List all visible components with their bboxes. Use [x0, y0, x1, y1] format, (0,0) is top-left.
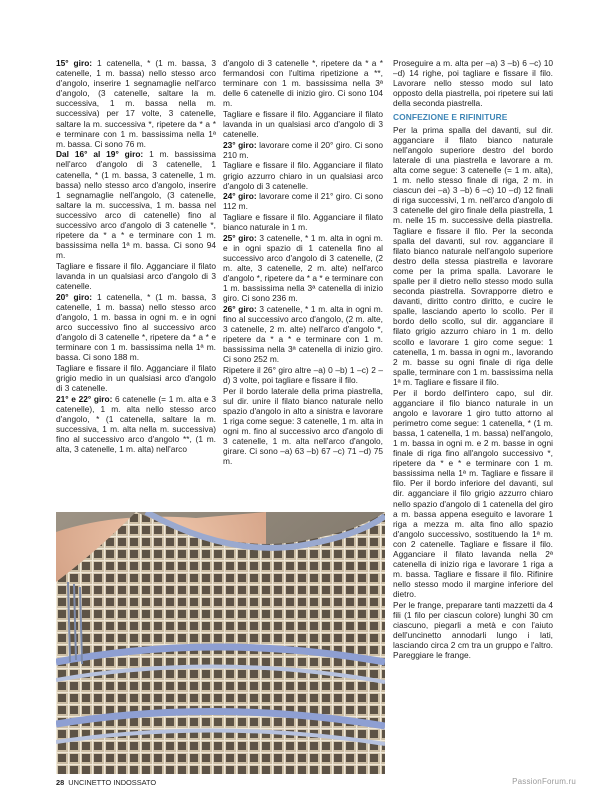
step-label: 15° giro: — [56, 58, 93, 68]
paragraph — [223, 304, 383, 365]
step-label: 26° giro: — [223, 303, 257, 314]
text-column-2 — [223, 58, 383, 467]
paragraph-text: Proseguire a m. alta per –a) 3 –b) 6 –c) 10 –d) 14 righe, poi tagliare e fissare il filo. Lavorare nello stesso modo sul lato opposto della piastrella, poi ripetere sui lati della seconda piastrella. — [393, 58, 553, 109]
step-label: 25° giro: — [223, 232, 257, 243]
paragraph-text: Tagliare e fissare il filo. Agganciare il filato grigio medio in un qualsiasi arco d'angolo di 3 catenelle. — [56, 362, 216, 393]
step-label: 21° e 22° giro: — [56, 393, 113, 404]
paragraph — [56, 363, 216, 393]
paragraph — [56, 394, 216, 455]
paragraph — [223, 212, 383, 232]
paragraph-text: Tagliare e fissare il filo. Agganciare il filato bianco naturale in 1 m. — [223, 211, 383, 232]
crochet-top-photo — [56, 512, 385, 774]
paragraph — [223, 365, 383, 385]
paragraph-text: Per le frange, preparare tanti mazzetti da 4 fili (1 filo per ciascun colore) lunghi 30 cm ciascuno, piegarli a metà e con l'aiuto dell'uncinetto annodarli lungo i lati, lasciando circa 2 cm tra un gruppo e l'altro. Pareggiare le frange. — [393, 599, 553, 661]
watermark: PassionForum.ru — [512, 777, 576, 786]
paragraph-text: Tagliare e fissare il filo. Agganciare il filato lavanda in un qualsiasi arco d'angolo di 3 catenelle. — [56, 260, 216, 292]
text-column-1 — [56, 58, 216, 455]
paragraph — [223, 160, 383, 190]
crochet-photo-illustration — [56, 512, 385, 774]
page-footer — [56, 778, 156, 787]
paragraph-text: 3 catenelle, * 1 m. alta in ogni m. e in ogni spazio di 1 catenella fino al successivo arco d'angolo di 3 catenelle, (2 m. alte, 3 catenelle, 2 m. alte) nell'arco d'angolo *, ripetere da * a * e terminare con 1 m. bassissima nella 3ª catenella di inizio giro. Ci sono 236 m. — [223, 232, 383, 304]
paragraph — [223, 109, 383, 139]
section-heading: CONFEZIONE E RIFINITURE — [393, 112, 508, 123]
magazine-name: UNCINETTO INDOSSATO — [68, 778, 157, 787]
paragraph — [393, 388, 553, 600]
paragraph-text: 1 catenella, * (1 m. bassa, 3 catenelle, 1 m. bassa) nello stesso arco d'angolo, 1 m. bassa in ogni m. e in ogni arco successivo fino al successivo arco d'angolo di 3 catenelle *, ripetere da * a * e terminare con 1 m. bassissima nella 1ª m. bassa. Ci sono 188 m. — [56, 291, 216, 363]
page-number: 28 — [56, 778, 65, 787]
paragraph-text: Per il bordo dell'intero capo, sul dir. agganciare il filo bianco naturale in un angolo e lavorare 1 giro tutto attorno al perimetro come segue: 1 catenella, * (1 m. bassa, 1 catenella, 1 m. bassa) nell'angolo, 1 m. bassa in ogni m. e 2 m. basse in ogni finale di riga fino all'angolo successivo *, ripetere da * e * e terminare con 1 m. bassissima nella 1ª m. Tagliare e fissare il filo. Per il bordo inferiore del davanti, sul dir. agganciare il filo grigio azzurro chiaro nello spazio d'angolo di 1 catenella del giro a m. bassa appena eseguito e lavorare 1 riga a mezza m. alta fino allo spazio d'angolo successivo, sostituendo la 1ª m. con 2 catenelle. Tagliare e fissare il filo. Agganciare il filato lavanda nella 2ª catenella di inizio riga e lavorare 1 riga a m. bassa. Tagliare e fissare il filo. Rifinire nello stesso modo il margine inferiore del dietro. — [393, 387, 553, 600]
paragraph — [56, 292, 216, 363]
paragraph — [223, 386, 383, 467]
step-label: 20° giro: — [56, 291, 93, 302]
paragraph — [223, 58, 383, 108]
paragraph-text: 6 catenelle (= 1 m. alta e 3 catenelle), 1 m. alta nello stesso arco d'angolo, * (1 catenella, saltare la m. successiva, 1 m. alta nella m. successiva) fino al successivo arco d'angolo **, (1 m. alta, 3 catenelle, 1 m. alta) nell'arco — [56, 393, 216, 455]
paragraph — [223, 140, 383, 160]
paragraph — [393, 125, 553, 387]
paragraph — [223, 233, 383, 304]
paragraph — [393, 600, 553, 661]
paragraph-text: lavorare come il 20° giro. Ci sono 210 m. — [223, 139, 383, 160]
paragraph-text: 3 catenelle, * 1 m. alta in ogni m. fino al successivo arco d'angolo, (2 m. alte, 3 catenelle, 2 m. alte) nell'arco d'angolo *, ripetere da * a * e terminare con 1 m. bassissima nella 3ª catenella di inizio giro. Ci sono 252 m. — [223, 303, 383, 365]
paragraph — [56, 149, 216, 260]
paragraph-text: Tagliare e fissare il filo. Agganciare il filato lavanda in un qualsiasi arco d'angolo di 3 catenelle. — [223, 108, 383, 140]
paragraph-text: lavorare come il 21° giro. Ci sono 112 m. — [223, 191, 383, 212]
step-label: 24° giro: — [223, 191, 257, 202]
step-label: Dal 16° al 19° giro: — [56, 149, 144, 160]
paragraph-text: d'angolo di 3 catenelle *, ripetere da * a * fermandosi con l'ultima ripetizione a **, terminare con 1 m. bassissima nella 3ª delle 6 catenelle di inizio giro. Ci sono 104 m. — [223, 58, 383, 109]
paragraph-text: Ripetere il 26° giro altre –a) 0 –b) 1 –c) 2 –d) 3 volte, poi tagliare e fissare il filo. — [223, 364, 383, 385]
text-column-3 — [393, 58, 553, 661]
paragraph — [223, 191, 383, 211]
step-label: 23° giro: — [223, 139, 257, 150]
paragraph — [56, 58, 216, 149]
paragraph-text: 1 catenella, * (1 m. bassa, 3 catenelle, 1 m. bassa) nello stesso arco d'angolo, inserire 1 segnamaglie nell'arco d'angolo, (3 catenelle, saltare la m. successiva, 1 m. bassa nella m. successiva) per 17 volte, 3 catenelle, saltare la m. successiva *, ripetere da * a * e terminare con 1 m. bassissima nella 1ª m. bassa. Ci sono 76 m. — [56, 58, 216, 149]
paragraph — [393, 58, 553, 108]
paragraph-text: 1 m. bassissima nell'arco d'angolo di 3 catenelle, 1 catenella, * (1 m. bassa, 3 catenelle, 1 m. bassa) nello stesso arco d'angolo, inserire 1 segnamaglie nell'angolo, (3 catenelle, saltare la m. successiva, 1 m. bassa nel successivo arco di catenelle) fino al successivo arco d'angolo di 3 catenelle *, ripetere da * a * e terminare con 1 m. bassissima nella 1ª m. bassa. Ci sono 94 m. — [56, 149, 216, 261]
paragraph-text: Per la prima spalla del davanti, sul dir. agganciare il filato bianco naturale nell'angolo superiore destro del bordo laterale di una piastrella e lavorare a m. alta come segue: 3 catenelle (= 1 m. alta), 1 m. nello stesso finale di riga, 2 m. in ciascun dei –a) 3 –b) 6 –c) 10 –d) 12 finali di riga successivi, 1 m. nell'arco d'angolo di 3 catenelle del giro finale della piastrella, 1 m. nelle 15 m. successive della piastrella. Tagliare e fissare il filo. Per la seconda spalla del davanti, sul rov. agganciare il filato bianco naturale nell'angolo superiore destro della stessa piastrella e lavorare come per la prima spalla. Lavorare le spalle per il dietro nello stesso modo sulla seconda piastrella. Sovrapporre dietro e davanti, diritto contro diritto, e cucire le spalle, lasciando aperto lo scollo. Per il bordo dello scollo, sul dir. agganciare il filato grigio azzurro chiaro in 1 m. dello scollo e lavorare 1 giro come segue: 1 catenella, 1 m. bassa in ogni m., lavorando 2 m. basse su ogni finale di riga delle spalle, terminare con 1 m. bassissima nella 1ª m. Tagliare e fissare il filo. — [393, 124, 553, 387]
paragraph-text: Per il bordo laterale della prima piastrella, sul dir. unire il filato bianco naturale nello spazio d'angolo in alto a sinistra e lavorare 1 riga come segue: 3 catenelle, 1 m. alta in ogni m. fino al successivo arco d'angolo di 3 catenelle, 1 m. alta nell'arco d'angolo, girare. Ci sono –a) 63 –b) 67 –c) 71 –d) 75 m. — [223, 385, 383, 467]
paragraph-text: Tagliare e fissare il filo. Agganciare il filato grigio azzurro chiaro in un qualsiasi arco d'angolo di 3 catenelle. — [223, 160, 383, 191]
paragraph — [56, 261, 216, 291]
